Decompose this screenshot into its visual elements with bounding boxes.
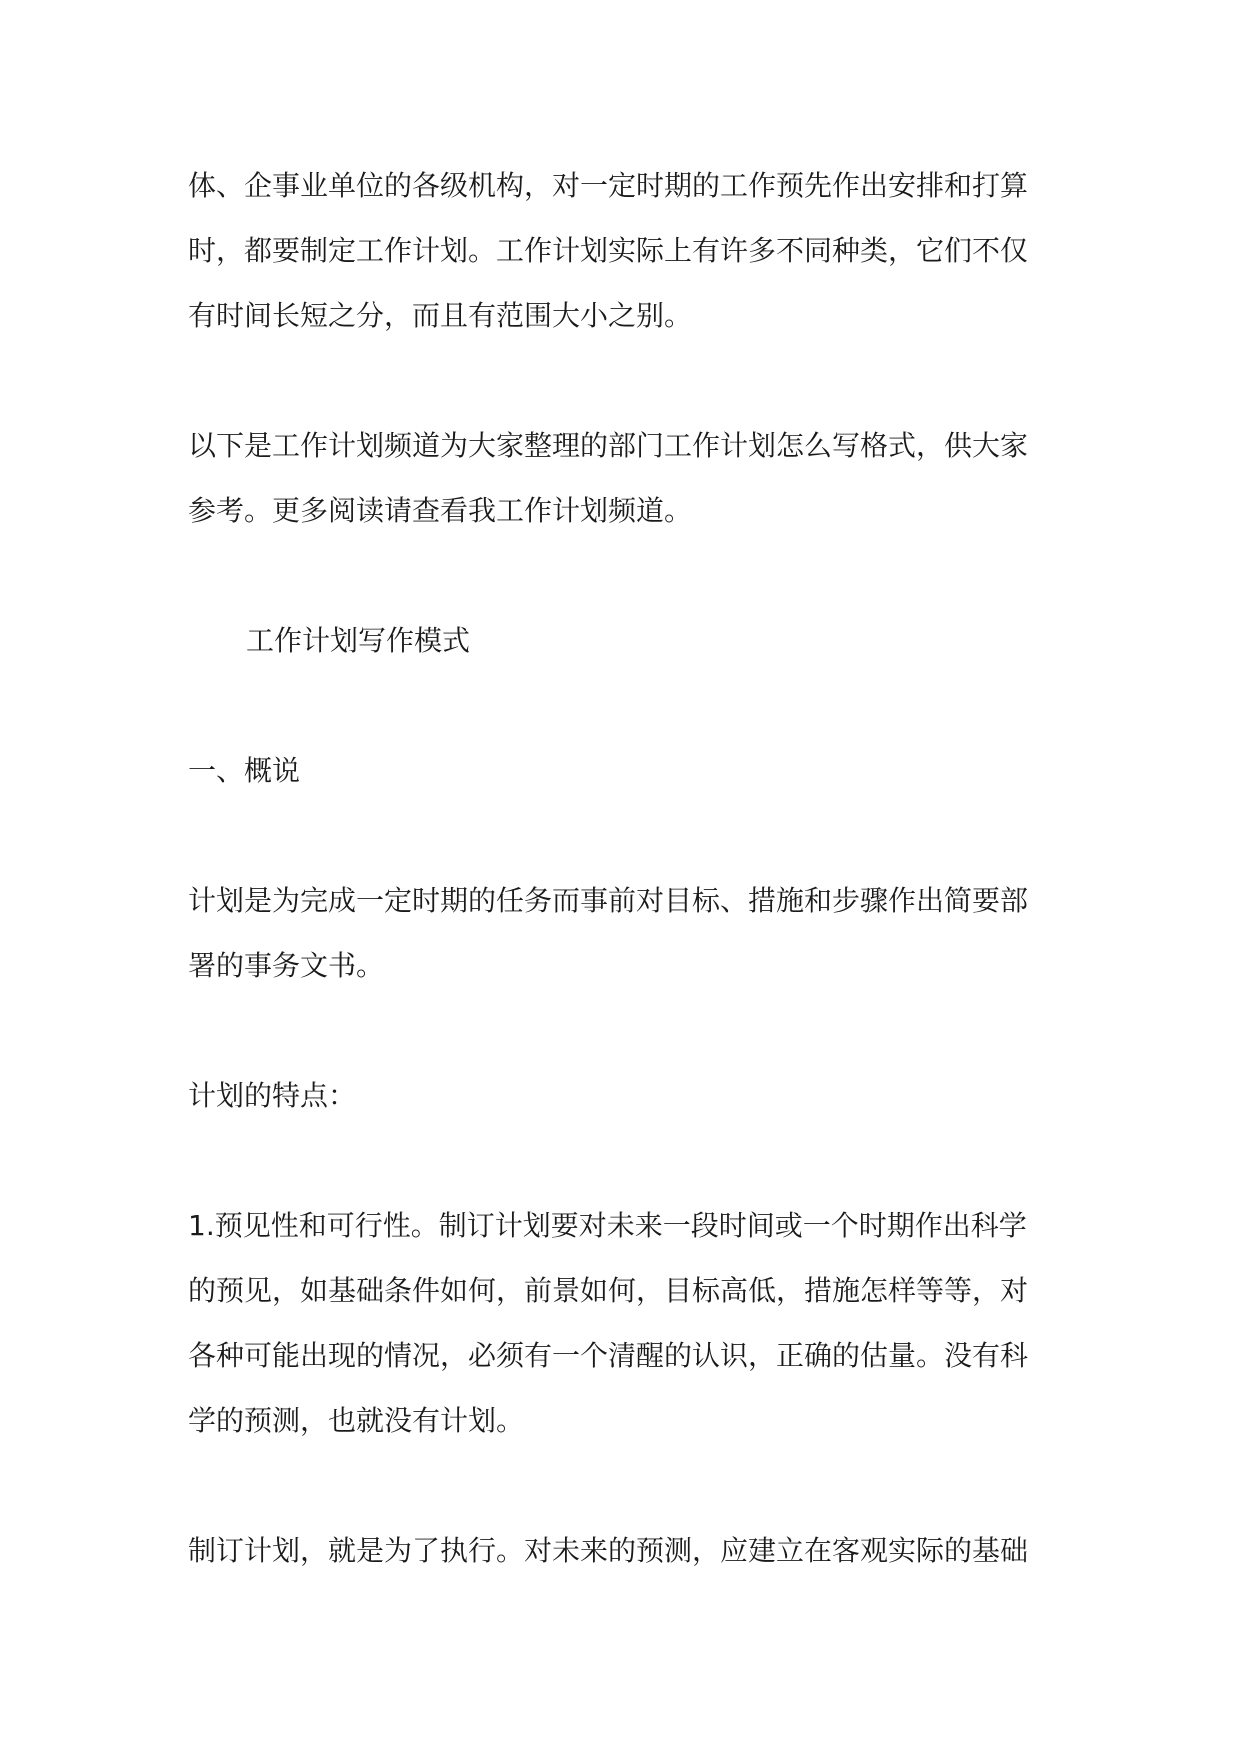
paragraph-1-line-1: 体、企事业单位的各级机构，对一定时期的工作预先作出安排和打算 (188, 169, 1029, 202)
paragraph-4-line-2: 的预见，如基础条件如何，前景如何，目标高低，措施怎样等等，对 (188, 1274, 1029, 1307)
paragraph-1-line-3: 有时间长短之分，而且有范围大小之别。 (188, 299, 693, 332)
paragraph-2-line-2: 参考。更多阅读请查看我工作计划频道。 (188, 494, 693, 527)
paragraph-4-line-4: 学的预测，也就没有计划。 (188, 1404, 525, 1437)
section-title: 工作计划写作模式 (246, 624, 471, 657)
paragraph-3-line-2: 署的事务文书。 (188, 949, 385, 982)
features-label: 计划的特点： (188, 1079, 357, 1112)
paragraph-4-line-1: 1.预见性和可行性。制订计划要对未来一段时间或一个时期作出科学 (188, 1209, 1027, 1242)
paragraph-5-line-1: 制订计划，就是为了执行。对未来的预测，应建立在客观实际的基础 (188, 1534, 1029, 1567)
paragraph-1-line-2: 时，都要制定工作计划。工作计划实际上有许多不同种类，它们不仅 (188, 234, 1029, 267)
paragraph-4-line-3: 各种可能出现的情况，必须有一个清醒的认识，正确的估量。没有科 (188, 1339, 1029, 1372)
paragraph-2-line-1: 以下是工作计划频道为大家整理的部门工作计划怎么写格式，供大家 (188, 429, 1029, 462)
paragraph-3-line-1: 计划是为完成一定时期的任务而事前对目标、措施和步骤作出简要部 (188, 884, 1029, 917)
heading-overview: 一、概说 (188, 754, 301, 787)
